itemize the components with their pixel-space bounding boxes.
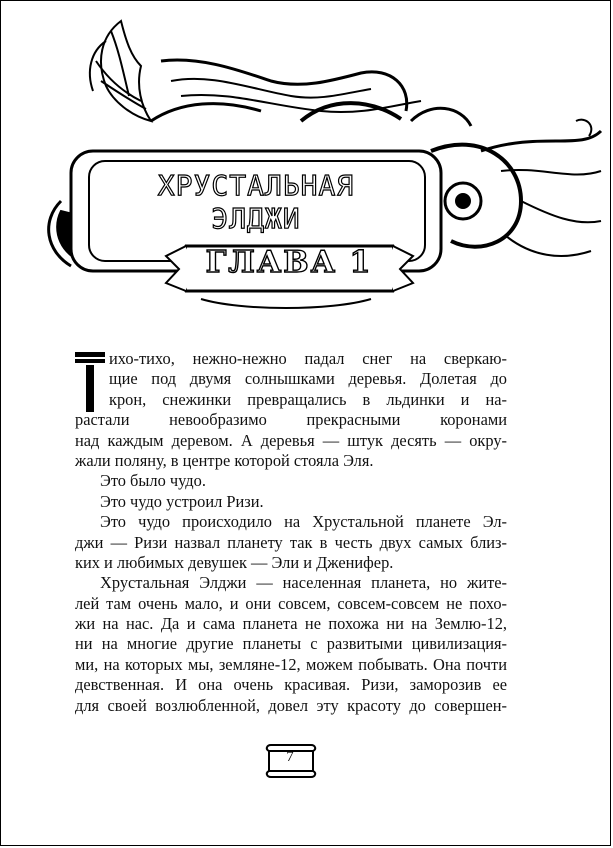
page-number: 7: [286, 749, 294, 765]
chapter-body: [75, 349, 507, 716]
chapter-label: ГЛАВА 1: [205, 245, 373, 280]
text-line: джи — Ризи назвал планету так в честь двух самых близ-: [75, 532, 507, 552]
text-line: девственная. И она очень красивая. Ризи, заморозив ее: [75, 675, 507, 695]
chapter-header-ornament: [1, 1, 612, 331]
text-line: растали невообразимо прекрасными коронами: [75, 410, 507, 430]
text-line: крон, снежинки превращались в льдинки и на-: [109, 389, 507, 409]
text-line: для своей возлюбленной, довел эту красоту до совершен-: [75, 695, 507, 715]
text-line: ихо-тихо, нежно-нежно падал снег на сверкаю-: [109, 349, 507, 368]
text-line: щие под двумя солнышками деревья. Долетая до: [109, 369, 507, 389]
text-line: ких и любимых девушек — Эли и Дженифер.: [75, 552, 394, 572]
text-line: лей там очень мало, и они совсем, совсем-совсем не похо-: [75, 593, 507, 613]
text-line: жи на нас. Да и сама планета не похожа ни на Землю-12,: [75, 614, 507, 634]
book-title: ХРУСТАЛЬНАЯ ЭЛДЖИ: [157, 169, 355, 235]
text-line: Это чудо происходило на Хрустальной планете Эл-: [100, 512, 507, 532]
text-line: Это чудо устроил Ризи.: [100, 491, 264, 511]
text-line: жали поляну, в центре которой стояла Эля.: [75, 450, 374, 470]
text-line: Это было чудо.: [100, 471, 206, 491]
text-line: ни на многие другие планеты с развитыми цивилизация-: [75, 634, 507, 654]
text-line: ми, на которых мы, земляне-12, можем побывать. Она почти: [75, 654, 507, 674]
text-line: над каждым деревом. А деревья — штук десять — окру-: [75, 430, 507, 450]
text-line: Хрустальная Элджи — населенная планета, но жите-: [100, 573, 507, 593]
